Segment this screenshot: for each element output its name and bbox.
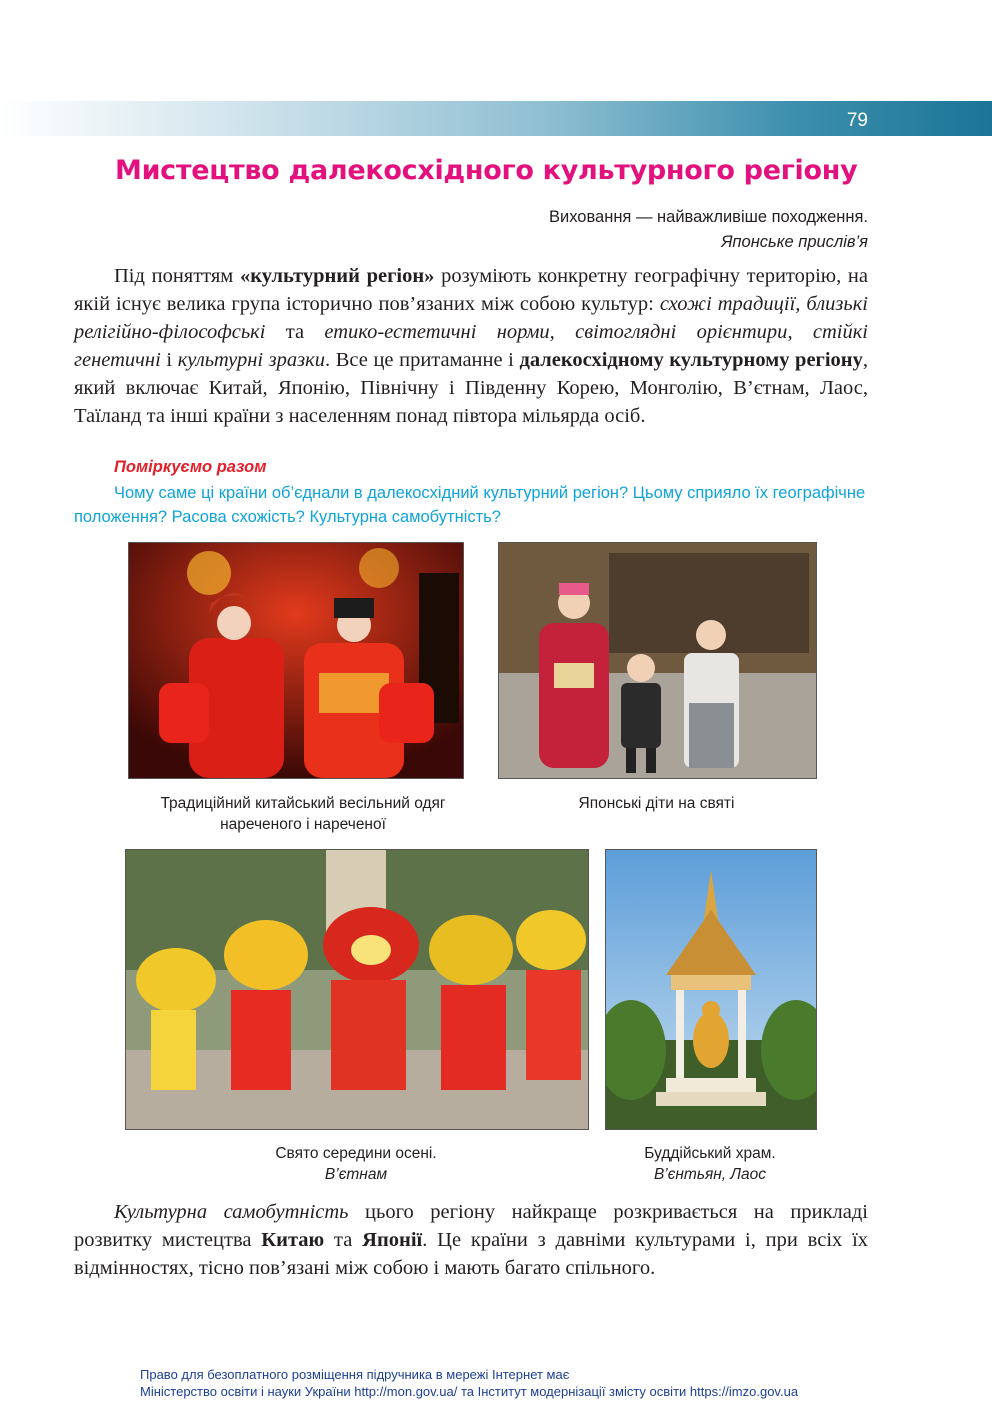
text-run: і (160, 349, 178, 371)
text-run: розуміють конкретну географічну територію, на якій існує велика група історично пов’язаних між собою культур: (74, 265, 868, 315)
text-run: . Все це притаманне і (325, 349, 520, 371)
festival-caption (125, 1143, 587, 1185)
kids-caption-text: Японські діти на святі (578, 795, 735, 812)
chinese-wedding-photo (128, 542, 464, 779)
festival-caption-text: Свято середини осені. (275, 1145, 437, 1162)
wedding-caption-text: Традиційний китайський весільний одяг нареченого і нареченої (160, 795, 446, 833)
kids-caption (498, 793, 815, 814)
page-number: 79 (846, 110, 868, 131)
page-title: Мистецтво далекосхідного культурного регіону (115, 155, 858, 186)
term-italic: культурні зразки (177, 349, 325, 371)
term-italic: Культурна самобутність (114, 1201, 349, 1223)
closing-paragraph (74, 1198, 868, 1282)
text-run: цього регіону найкраще розкривається на прикладі розвитку мистецтва (74, 1201, 868, 1251)
term-bold: «культурний регіон» (239, 265, 435, 287)
japanese-children-photo (498, 542, 817, 779)
buddhist-temple-photo (605, 849, 817, 1130)
wedding-caption (128, 793, 478, 835)
term-italic: етико-естетичні норми, світоглядні орієнтири (324, 321, 788, 343)
epigraph (549, 205, 868, 255)
festival-caption-place: В’єтнам (324, 1166, 388, 1183)
temple-caption (605, 1143, 815, 1185)
temple-caption-place: В’єнтьян, Лаос (653, 1166, 767, 1183)
term-bold: Китаю (261, 1229, 325, 1251)
copyright-footer (140, 1366, 798, 1400)
footer-line-2: Міністерство освіти і науки України http://mon.gov.ua/ та Інститут модернізації змісту освіти https://imzo.gov.ua (140, 1384, 799, 1399)
think-together-question: Чому саме ці країни об’єднали в далекосхідний культурний регіон? Цьому сприяло їх географічне положення? Расова схожість? Культурна самобутність? (74, 484, 866, 526)
term-bold: Японії (362, 1229, 423, 1251)
header-band (0, 101, 992, 136)
text-run: , який включає Китай, Японію, Північну і Південну Корею, Монголію, В’єтнам, Лаос, Таїланд та інші країни з населенням понад півтора мільярда осіб. (74, 349, 868, 427)
epigraph-text: Виховання — найважливіше походження. (548, 208, 868, 226)
text-run: . Це країни з давніми культурами і, при всіх їх відмінностях, тісно пов’язані між собою і мають багато спільного. (74, 1229, 869, 1279)
think-together-heading: Поміркуємо разом (114, 458, 267, 476)
text-run: та (265, 321, 325, 343)
intro-paragraph (74, 262, 868, 430)
epigraph-source: Японське прислів’я (721, 233, 868, 251)
text-run: Під поняттям (114, 265, 240, 287)
text-run: та (324, 1229, 363, 1251)
footer-line-1: Право для безоплатного розміщення підручника в мережі Інтернет має (140, 1367, 570, 1382)
term-bold: далекосхідному культурному регіону (519, 349, 863, 371)
term-italic: схожі традиції, близькі релігійно-філософські (74, 293, 868, 343)
temple-caption-text: Буддійський храм. (644, 1145, 776, 1162)
term-italic: стійкі генетичні (74, 321, 868, 371)
lion-dance-photo (125, 849, 589, 1130)
text-run: , (787, 321, 813, 343)
